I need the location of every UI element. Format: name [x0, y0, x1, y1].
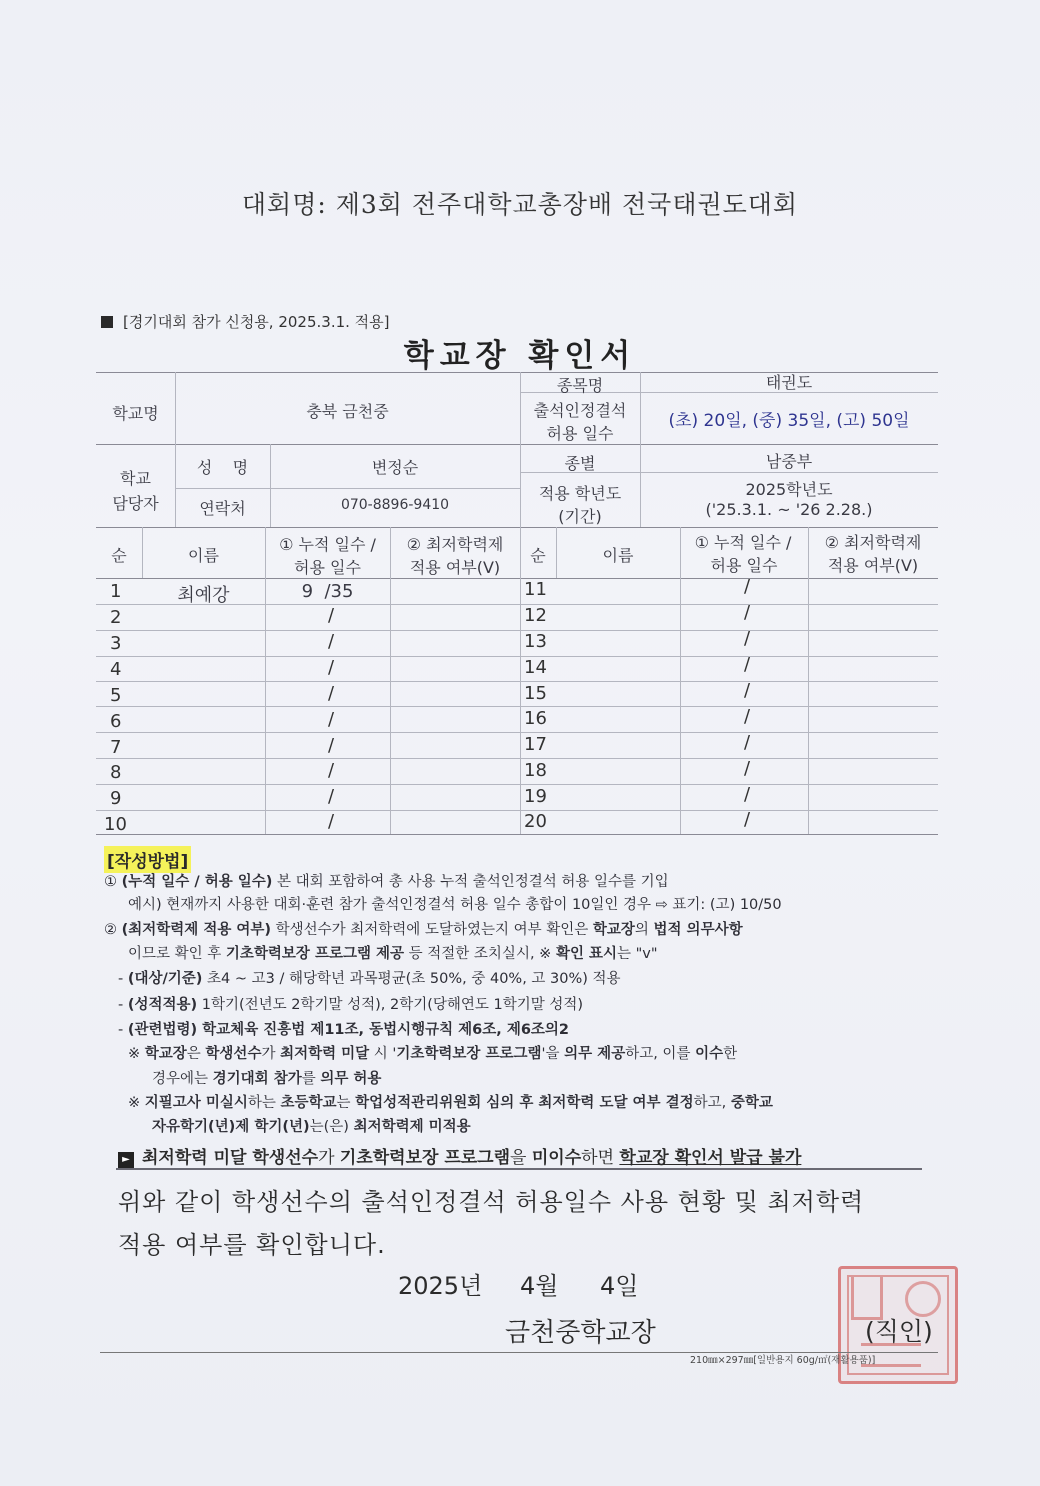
col-min-left-1: ② 최저학력제: [406, 535, 504, 554]
col-days-left-1: ① 누적 일수 /: [279, 535, 376, 554]
seal-label: (직인): [865, 1317, 933, 1346]
row-number: 7: [110, 737, 122, 758]
days-value: /: [328, 786, 335, 807]
principal-name: 금천중학교장: [505, 1318, 656, 1348]
method-line-1: ① (누적 일수 / 허용 일수) 본 대회 포함하여 총 사용 누적 출석인정결석 허용 일수를 기입: [104, 874, 669, 890]
square-bullet-icon: [101, 316, 113, 328]
days-value: /: [328, 605, 335, 626]
col-days-right-1: ① 누적 일수 /: [694, 533, 792, 552]
contact-label: 연락처: [199, 499, 246, 518]
days-value: /: [744, 784, 751, 805]
document-title: 학교장 확인서: [403, 338, 637, 374]
col-name-right: 이름: [602, 546, 634, 565]
row-number: 15: [524, 683, 547, 704]
name-label: 성 명: [196, 458, 249, 477]
confirm-line-1: 위와 같이 학생선수의 출석인정결석 허용일수 사용 현황 및 최저학력: [118, 1188, 865, 1216]
date-day: 4일: [600, 1272, 639, 1300]
days-value: /: [744, 758, 751, 779]
row-number: 5: [110, 685, 122, 706]
days-value: /: [744, 680, 751, 701]
row-number: 13: [524, 631, 547, 652]
absence-value: (초) 20일, (중) 35일, (고) 50일: [668, 411, 910, 431]
final-note: ► 최저학력 미달 학생선수가 기초학력보장 프로그램을 미이수하면 학교장 확인서 발급 불가: [118, 1143, 801, 1168]
method-line-10: ※ 지필고사 미실시하는 초등학교는 학업성적관리위원회 심의 후 최저학력 도달 여부 결정하고, 중학교: [128, 1095, 773, 1111]
col-no-right: 순: [530, 546, 546, 565]
days-value: /: [328, 631, 335, 652]
row-number: 4: [110, 659, 122, 680]
school-label: 학교명: [112, 404, 159, 423]
col-min-right-2: 적용 여부(V): [827, 556, 919, 575]
method-line-2: 예시) 현재까지 사용한 대회·훈련 참가 출석인정결석 허용 일수 총합이 10일인 경우 ⇨ 표기: (고) 10/50: [128, 897, 782, 913]
row-number: 20: [524, 811, 547, 832]
row-number: 9: [110, 788, 122, 809]
method-line-6: - (성적적용) 1학기(전년도 2학기말 성적), 2학기(당해연도 1학기말 성적): [118, 997, 584, 1013]
year-label-2: (기간): [558, 507, 602, 526]
name-value: 변정순: [371, 458, 419, 477]
days-value: /: [744, 576, 751, 597]
days-value: /: [328, 657, 335, 678]
absence-label-2: 허용 일수: [546, 424, 614, 443]
school-value: 충북 금천중: [306, 402, 389, 421]
days-value: /: [328, 811, 335, 832]
col-name-left: 이름: [188, 546, 219, 565]
method-line-8: ※ 학교장은 학생선수가 최저학력 미달 시 '기초학력보장 프로그램'을 의무 제공하고, 이를 이수한: [128, 1046, 738, 1062]
method-title: [작성방법]: [104, 846, 191, 873]
date-year: 2025년: [398, 1272, 483, 1300]
col-min-left-2: 적용 여부(V): [409, 558, 501, 577]
row-number: 3: [110, 633, 122, 654]
row-number: 8: [110, 762, 122, 783]
method-line-9: 경우에는 경기대회 참가를 의무 허용: [152, 1071, 382, 1087]
days-value: /: [328, 683, 335, 704]
col-min-right-1: ② 최저학력제: [824, 533, 922, 552]
method-line-11: 자유학기(년)제 학기(년)는(은) 최저학력제 미적용: [152, 1119, 471, 1135]
year-value-1: 2025학년도: [745, 480, 833, 499]
absence-label-1: 출석인정결석: [533, 401, 627, 420]
days-value: /: [744, 732, 751, 753]
col-days-left-2: 허용 일수: [294, 558, 361, 577]
method-line-5: - (대상/기준) 초4 ~ 고3 / 해당학년 과목평균(초 50%, 중 40%, 고 30%) 적용: [118, 971, 621, 987]
row-number: 19: [524, 786, 547, 807]
row-number: 14: [524, 657, 547, 678]
days-value: /: [744, 628, 751, 649]
row-number: 12: [524, 605, 547, 626]
row-number: 18: [524, 760, 547, 781]
method-line-7: - (관련법령) 학교체육 진흥법 제11조, 동법시행규칙 제6조, 제6조의2: [118, 1022, 570, 1038]
col-no-left: 순: [111, 546, 127, 565]
event-label: 종목명: [556, 376, 604, 395]
contact-value: 070-8896-9410: [340, 497, 450, 513]
days-value: /: [744, 706, 751, 727]
gender-value: 남중부: [765, 452, 813, 471]
date-month: 4월: [520, 1272, 559, 1300]
row-number: 17: [524, 734, 547, 755]
days-value: /: [744, 602, 751, 623]
row-number: 6: [110, 711, 122, 732]
days-value: /: [328, 709, 335, 730]
days-value: /: [328, 760, 335, 781]
days-value: /: [328, 735, 335, 756]
row-number: 16: [524, 708, 547, 729]
student-name: 최예강: [177, 585, 230, 606]
year-label-1: 적용 학년도: [538, 484, 622, 503]
days-value: /: [744, 654, 751, 675]
row-number: 11: [524, 579, 547, 600]
row-number: 10: [104, 814, 127, 835]
paper-spec: 210㎜×297㎜[일반용지 60g/㎡(재활용품)]: [690, 1355, 876, 1366]
row-number: 1: [110, 581, 122, 602]
days-value: /: [744, 809, 751, 830]
gender-label: 종별: [564, 454, 596, 473]
year-value-2: ('25.3.1. ~ '26 2.28.): [705, 500, 873, 519]
days-value: 9 /35: [301, 581, 354, 602]
manager-label-2: 담당자: [112, 494, 159, 513]
confirm-line-2: 적용 여부를 확인합니다.: [118, 1231, 386, 1259]
method-line-4: 이므로 확인 후 기초학력보장 프로그램 제공 등 적절한 조치실시, ※ 확인 표시는 "v": [128, 946, 658, 962]
col-days-right-2: 허용 일수: [710, 556, 778, 575]
competition-name: 대회명: 제3회 전주대학교총장배 전국태권도대회: [241, 190, 799, 219]
manager-label-1: 학교: [120, 469, 151, 488]
form-tag: [경기대회 참가 신청용, 2025.3.1. 적용]: [101, 311, 390, 332]
row-number: 2: [110, 607, 122, 628]
arrow-box-icon: ►: [118, 1152, 134, 1168]
method-line-3: ② (최저학력제 적용 여부) 학생선수가 최저학력에 도달하였는지 여부 확인은 학교장의 법적 의무사항: [104, 922, 743, 938]
event-value: 태권도: [765, 373, 813, 392]
